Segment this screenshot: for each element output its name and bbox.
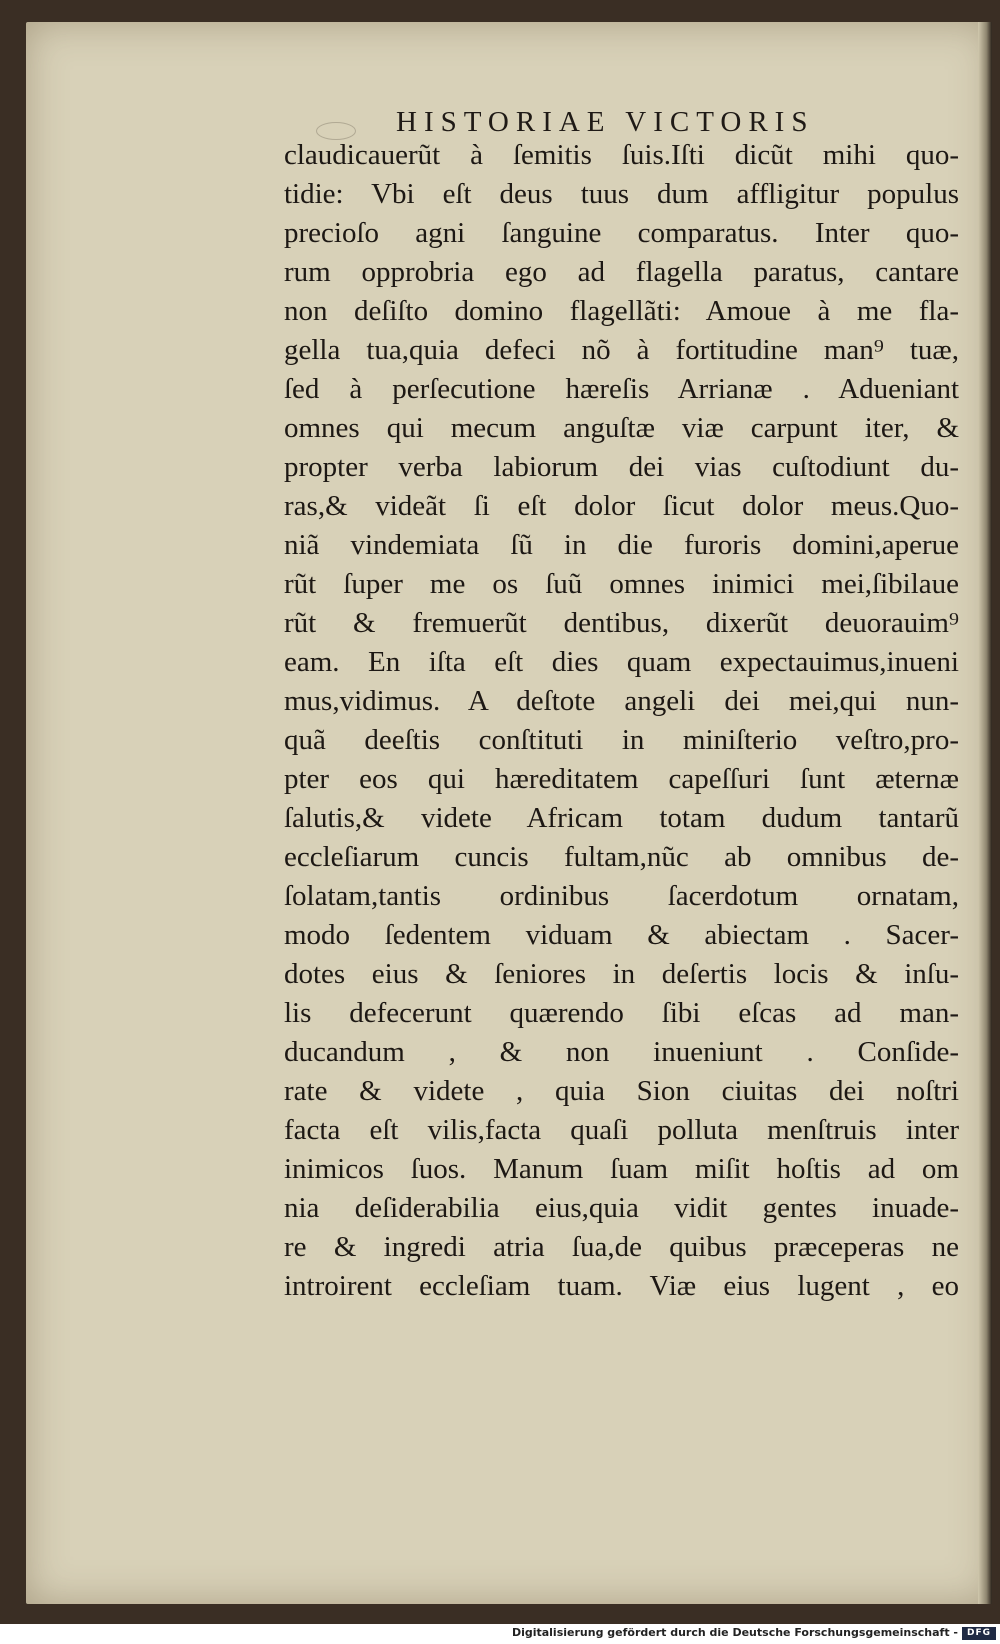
text-line: quã deeſtis conſtituti in miniſterio veſtro,pro- <box>284 724 959 756</box>
text-line: eccleſiarum cuncis fultam,nũc ab omnibus de- <box>284 841 959 873</box>
text-line: niã vindemiata ſũ in die furoris domini,aperue <box>284 529 959 561</box>
funding-notice: Digitalisierung gefördert durch die Deutsche Forschungsgemeinschaft - <box>511 1626 958 1639</box>
text-line: dotes eius & ſeniores in deſertis locis & inſu- <box>284 958 959 990</box>
text-line: gella tua,quia defeci nõ à fortitudine man⁹ tuæ, <box>284 334 959 366</box>
text-line: ſolatam,tantis ordinibus ſacerdotum ornatam, <box>284 880 959 912</box>
text-line: rum opprobria ego ad flagella paratus, cantare <box>284 256 959 288</box>
text-line: tidie: Vbi eſt deus tuus dum affligitur populus <box>284 178 959 210</box>
text-line: lis defecerunt quærendo ſibi eſcas ad man- <box>284 997 959 1029</box>
text-line: eam. En iſta eſt dies quam expectauimus,inueni <box>284 646 959 678</box>
text-line: rate & videte , quia Sion ciuitas dei noſtri <box>284 1075 959 1107</box>
text-line: omnes qui mecum anguſtæ viæ carpunt iter, & <box>284 412 959 444</box>
text-line: nia deſiderabilia eius,quia vidit gentes inuade- <box>284 1192 959 1224</box>
footer-bar <box>0 1624 1000 1644</box>
text-line: pter eos qui hæreditatem capeſſuri ſunt æternæ <box>284 763 959 795</box>
text-line: modo ſedentem viduam & abiectam . Sacer- <box>284 919 959 951</box>
body-text <box>284 136 959 1306</box>
text-line: rũt ſuper me os ſuũ omnes inimici mei,ſibilaue <box>284 568 959 600</box>
text-line: propter verba labiorum dei vias cuſtodiunt du- <box>284 451 959 483</box>
text-line: ras,& videãt ſi eſt dolor ſicut dolor meus.Quo- <box>284 490 959 522</box>
text-line: rũt & fremuerũt dentibus, dixerũt deuorauim⁹ <box>284 607 959 639</box>
text-line: non deſiſto domino flagellãti: Amoue à me fla- <box>284 295 959 327</box>
text-line: re & ingredi atria ſua,de quibus præceperas ne <box>284 1231 959 1263</box>
text-line: claudicauerũt à ſemitis ſuis.Iſti dicũt mihi quo- <box>284 139 959 171</box>
text-line: precioſo agni ſanguine comparatus. Inter quo- <box>284 217 959 249</box>
text-line: ducandum , & non inueniunt . Conſide- <box>284 1036 959 1068</box>
text-line: introirent eccleſiam tuam. Viæ eius lugent , eo <box>284 1270 959 1302</box>
text-line: mus,vidimus. A deſtote angeli dei mei,qui nun- <box>284 685 959 717</box>
page-edge <box>978 22 992 1604</box>
text-line: inimicos ſuos. Manum ſuam miſit hoſtis ad om <box>284 1153 959 1185</box>
text-line: facta eſt vilis,facta quaſi polluta menſtruis inter <box>284 1114 959 1146</box>
text-line: ſed à perſecutione hæreſis Arrianæ . Adueniant <box>284 373 959 405</box>
text-line: ſalutis,& videte Africam totam dudum tantarũ <box>284 802 959 834</box>
dfg-logo-icon: DFG <box>962 1627 996 1640</box>
running-head: HISTORIAE VICTORIS <box>396 106 815 138</box>
